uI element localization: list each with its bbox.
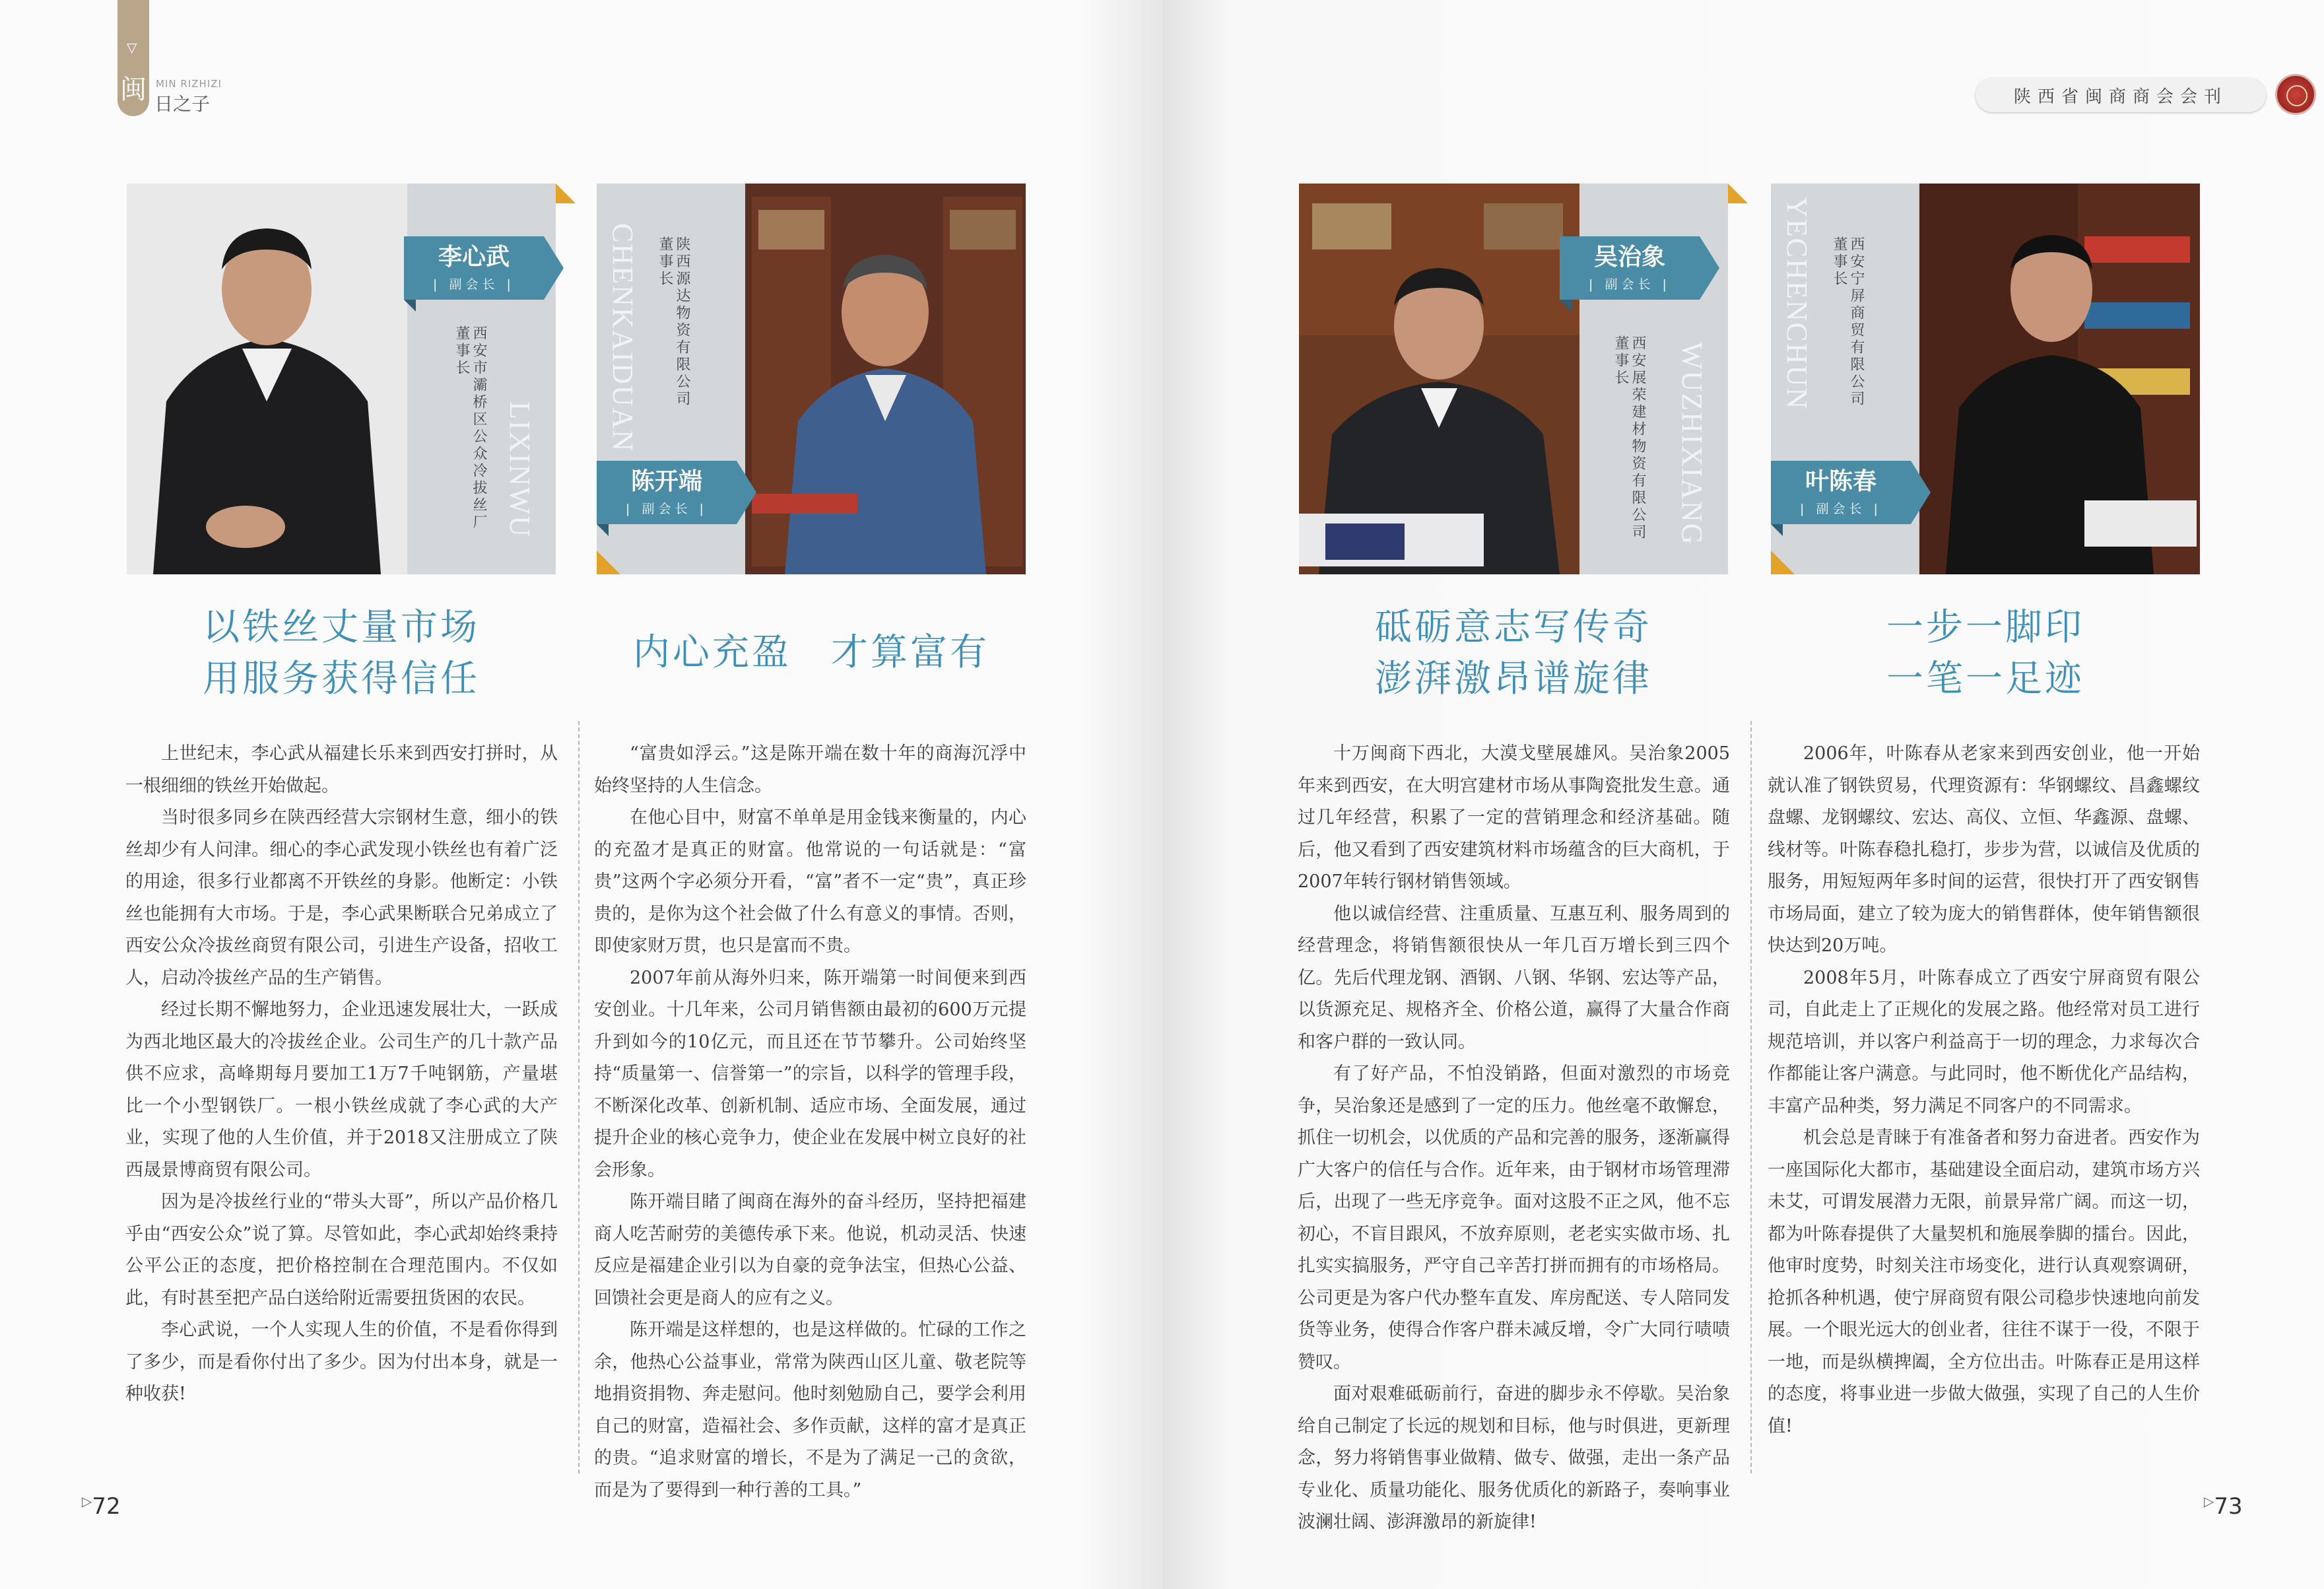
headline-line: 一笔一足迹 — [1886, 658, 2084, 700]
paragraph: 2007年前从海外归来，陈开端第一时间便来到西安创业。十几年来，公司月销售额由最初的600万元提升到如今的10亿元，而且还在节节攀升。公司始终坚持“质量第一、信誉第一”的宗旨，以科学的管理手段，不断深化改革、创新机制、适应市场、全面发展，通过提升企业的核心竞争力，使企业在发展中树立良好的社会形象。 — [594, 967, 1026, 1180]
paragraph: 李心武说，一个人实现人生的价值，不是看你得到了多少，而是看你付出了多少。因为付出本身，就是一种收获! — [125, 1320, 558, 1404]
name-pinyin: YECHENCHUN — [1781, 197, 1813, 411]
company-name: 西安展荣建材物资有限公司 — [1630, 335, 1646, 541]
person-title: | 副会长 | — [433, 277, 515, 292]
profile-card-4 — [1771, 184, 2200, 574]
portrait-photo — [1919, 184, 2200, 574]
corner-accent — [1771, 551, 1795, 574]
page-marker-icon: ▷ — [82, 1493, 92, 1509]
name-ribbon — [1560, 236, 1700, 300]
name-ribbon — [1771, 461, 1911, 524]
name-pinyin: WUZHIXIANG — [1676, 342, 1708, 546]
company-name: 西安市灞桥区公众冷拔丝厂 — [471, 325, 487, 531]
paragraph: 面对艰难砥砺前行，奋进的脚步永不停歇。吴治象给自己制定了长远的规划和目标，他与时俱进，更新理念，努力将销售事业做精、做专、做强，走出一条产品专业化、质量功能化、服务优质化的新路子，奏响事业波澜壮阔、澎湃激昂的新旋律! — [1298, 1384, 1730, 1532]
portrait-photo — [745, 184, 1026, 574]
corner-accent — [597, 551, 620, 574]
headline-line: 内心充盈 才算富有 — [633, 631, 989, 674]
person-role: 董事长 — [1831, 236, 1847, 288]
paragraph: 在他心目中，财富不单单是用金钱来衡量的，内心的充盈才是真正的财富。他常说的一句话就是：“富贵”这两个字必须分开看，“富”者不一定“贵”，真正珍贵的，是你为这个社会做了什么有意义的事情。否则，即使家财万贯，也只是富而不贵。 — [594, 807, 1026, 956]
person-name: 李心武 — [438, 244, 510, 271]
person-name: 陈开端 — [630, 468, 702, 495]
portrait-photo — [127, 184, 407, 574]
page-number-left — [82, 1493, 121, 1520]
paragraph: 2008年5月，叶陈春成立了西安宁屏商贸有限公司，自此走上了正规化的发展之路。他经常对员工进行规范培训，并以客户利益高于一切的理念，力求每次合作都能让客户满意。与此同时，他不断优化产品结构，丰富产品种类，努力满足不同客户的不同需求。 — [1768, 967, 2200, 1116]
name-ribbon — [597, 461, 737, 524]
company-name: 西安宁屏商贸有限公司 — [1848, 236, 1865, 408]
profile-card-1 — [127, 184, 556, 574]
profile-card-2 — [597, 184, 1026, 574]
page-number-value: 73 — [2214, 1493, 2243, 1520]
name-ribbon — [404, 236, 544, 300]
corner-accent — [556, 184, 576, 203]
headline-3 — [1299, 602, 1728, 705]
column-divider — [1750, 721, 1752, 1473]
article-column-3 — [1298, 738, 1730, 1539]
tab-triangle-icon: ▽ — [127, 40, 137, 55]
magazine-tab — [117, 0, 149, 116]
paragraph: 有了好产品，不怕没销路，但面对激烈的市场竞争，吴治象还是感到了一定的压力。他丝毫不敢懈怠，抓住一切机会，以优质的产品和完善的服务，逐渐赢得广大客户的信任与合作。近年来，由于钢材市场管理滞后，出现了一些无序竞争。面对这股不正之风，他不忘初心，不盲目跟风，不放弃原则，老老实实做市场、扎扎实实搞服务，严守自己辛苦打拼而拥有的市场格局。公司更是为客户代办整车直发、库房配送、专人陪同发货等业务，使得合作客户群未减反增，令广大同行啧啧赞叹。 — [1298, 1064, 1730, 1372]
profile-card-3 — [1299, 184, 1728, 574]
paragraph: “富贵如浮云。”这是陈开端在数十年的商海沉浮中始终坚持的人生信念。 — [594, 743, 1026, 796]
company-name: 陕西源达物资有限公司 — [674, 236, 690, 408]
magazine-logo-char: 闽 — [120, 75, 147, 105]
headline-line: 一步一脚印 — [1886, 606, 2084, 649]
article-column-1 — [125, 738, 558, 1411]
paragraph: 陈开端目睹了闽商在海外的奋斗经历，坚持把福建商人吃苦耐劳的美德传承下来。他说，机动灵活、快速反应是福建企业引以为自豪的竞争法宝，但热心公益、回馈社会更是商人的应有之义。 — [594, 1192, 1026, 1308]
headline-line: 以铁丝丈量市场 — [203, 606, 480, 649]
paragraph: 上世纪末，李心武从福建长乐来到西安打拼时，从一根细细的铁丝开始做起。 — [125, 743, 558, 796]
page-number-right — [2204, 1493, 2243, 1520]
headline-1 — [127, 602, 556, 705]
person-title: | 副会长 | — [626, 502, 708, 516]
paragraph: 当时很多同乡在陕西经营大宗钢材生意，细小的铁丝却少有人问津。细心的李心武发现小铁丝也有着广泛的用途，很多行业都离不开铁丝的身影。他断定：小铁丝也能拥有大市场。于是，李心武果断联合兄弟成立了西安公众冷拔丝商贸有限公司，引进生产设备，招收工人，启动冷拔丝产品的生产销售。 — [125, 807, 558, 988]
article-column-2 — [594, 738, 1026, 1506]
right-page — [1162, 0, 2324, 1589]
person-role: 董事长 — [1612, 335, 1629, 387]
person-name: 吴治象 — [1593, 244, 1665, 271]
portrait-photo — [1299, 184, 1579, 574]
page-marker-icon: ▷ — [2204, 1493, 2214, 1509]
page-number-value: 72 — [92, 1493, 121, 1520]
chamber-seal-icon — [2275, 74, 2316, 115]
paragraph: 他以诚信经营、注重质量、互惠互利、服务周到的经营理念，将销售额很快从一年几百万增长到三四个亿。先后代理龙钢、酒钢、八钢、华钢、宏达等产品，以货源充足、规格齐全、价格公道，赢得了大量合作商和客户群的一致认同。 — [1298, 903, 1730, 1052]
magazine-name-en: MIN RIZHIZI — [156, 78, 222, 90]
article-column-4 — [1768, 738, 2200, 1442]
person-name: 叶陈春 — [1805, 468, 1876, 495]
paragraph: 经过长期不懈地努力，企业迅速发展壮大，一跃成为西北地区最大的冷拔丝企业。公司生产的几十款产品供不应求，高峰期每月要加工1万7千吨钢筋，产量堪比一个小型钢铁厂。一根小铁丝成就了李心武的大产业，实现了他的人生价值，并于2018又注册成立了陕西晟景博商贸有限公司。 — [125, 999, 558, 1180]
headline-2 — [597, 627, 1026, 679]
paragraph: 十万闽商下西北，大漠戈壁展雄风。吴治象2005年来到西安，在大明宫建材市场从事陶瓷批发生意。通过几年经营，积累了一定的营销理念和经济基础。随后，他又看到了西安建筑材料市场蕴含的巨大商机，于2007年转行钢材销售领域。 — [1298, 743, 1730, 892]
paragraph: 2006年，叶陈春从老家来到西安创业，他一开始就认准了钢铁贸易，代理资源有：华钢螺纹、昌鑫螺纹盘螺、龙钢螺纹、宏达、高仪、立恒、华鑫源、盘螺、线材等。叶陈春稳扎稳打，步步为营，以诚信及优质的服务，用短短两年多时间的运营，很快打开了西安钢售市场局面，建立了较为庞大的销售群体，使年销售额很快达到20万吨。 — [1768, 743, 2200, 956]
column-divider — [578, 721, 580, 1473]
name-pinyin: LIXINWU — [504, 401, 536, 539]
headline-4 — [1771, 602, 2200, 705]
paragraph: 机会总是青睐于有准备者和努力奋进者。西安作为一座国际化大都市，基础建设全面启动，建筑市场方兴未艾，可谓发展潜力无限，前景异常广阔。而这一切，都为叶陈春提供了大量契机和施展拳脚的擂台。因此，他审时度势，时刻关注市场变化，进行认真观察调研，抢抓各种机遇，使宁屏商贸有限公司稳步快速地向前发展。一个眼光远大的创业者，往往不谋于一役，不限于一地，而是纵横捭阖，全方位出击。叶陈春正是用这样的态度，将事业进一步做大做强，实现了自己的人生价值! — [1768, 1128, 2200, 1437]
person-role: 董事长 — [453, 325, 470, 377]
person-role: 董事长 — [657, 236, 673, 288]
name-pinyin: CHENKAIDUAN — [607, 223, 639, 453]
headline-line: 澎湃激昂谱旋律 — [1375, 658, 1652, 700]
headline-line: 用服务获得信任 — [203, 658, 480, 700]
paragraph: 陈开端是这样想的，也是这样做的。忙碌的工作之余，他热心公益事业，常常为陕西山区儿童、敬老院等地捐资捐物、奔走慰问。他时刻勉励自己，要学会利用自己的财富，造福社会、多作贡献，这样的富才是真正的贵。“追求财富的增长，不是为了满足一己的贪欲，而是为了要得到一种行善的工具。” — [594, 1320, 1026, 1501]
person-title: | 副会长 | — [1589, 277, 1671, 292]
person-title: | 副会长 | — [1800, 502, 1882, 516]
journal-title: 陕西省闽商商会会刊 — [1975, 78, 2266, 112]
paragraph: 因为是冷拔丝行业的“带头大哥”，所以产品价格几乎由“西安公众”说了算。尽管如此，李心武却始终秉持公平公正的态度，把价格控制在合理范围内。不仅如此，有时甚至把产品白送给附近需要扭货困的农民。 — [125, 1192, 558, 1308]
headline-line: 砥砺意志写传奇 — [1375, 606, 1652, 649]
corner-accent — [1728, 184, 1748, 203]
magazine-name-cn: 日之子 — [154, 93, 211, 115]
